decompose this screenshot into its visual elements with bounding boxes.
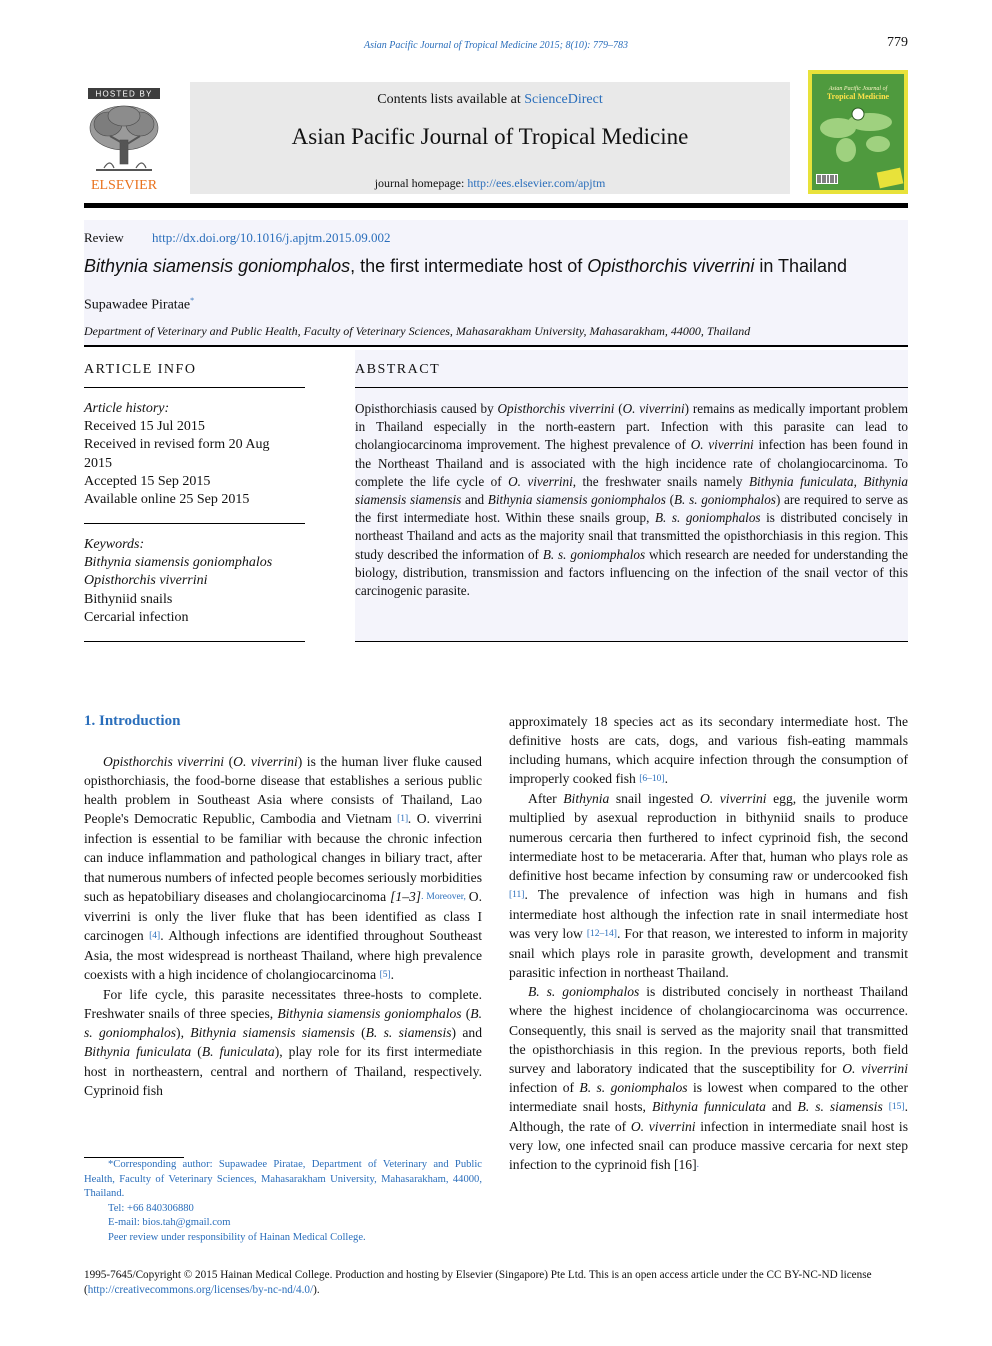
citation-link[interactable]: [11]	[509, 889, 525, 900]
text-run: After	[528, 791, 564, 807]
italic-term: O. viverrini	[842, 1060, 908, 1076]
text-run: For life cycle, this parasite necessitates three-hosts to complete. Freshwater snails of three species,	[84, 987, 482, 1022]
intro-paragraph-3	[509, 789, 908, 982]
tel-value: +66 840306880	[126, 1202, 194, 1214]
elsevier-logo[interactable]	[84, 88, 164, 192]
abstract-text	[355, 400, 908, 600]
text-run: approximately 18 species act as its secondary intermediate host. The definitive hosts are cats, dogs, and various fish-eating mammals including humans, which acquire infection through the consumption of improperly cooked fish	[509, 714, 908, 787]
text-run: infection of	[509, 1079, 580, 1095]
title-block	[84, 220, 908, 346]
cover-title-line2: Tropical Medicine	[826, 92, 890, 101]
citation-link[interactable]: . Moreover,	[421, 891, 469, 902]
homepage-line	[190, 176, 790, 191]
text-run: is distributed concisely in northeast Thailand where the highest incidence of cholangiocarcinoma was occurrence. Consequently, this snail is served as the majority snail that transmitted the opisthorchiasis in this region. In the previous reports, both field survey and laboratory indicated that the susceptibility for	[509, 984, 908, 1076]
text-run: . Although, the rate of	[509, 1098, 908, 1134]
italic-term: B. s. goniomphalos	[542, 546, 646, 562]
keywords	[84, 536, 305, 627]
text-run: . The prevalence of infection was high in humans and fish intermediate host although the infection rate in snail intermediate host was very low	[509, 886, 908, 942]
italic-term: O. viverrini	[699, 791, 767, 807]
hosted-by-label: HOSTED BY	[95, 89, 153, 99]
body-column-left	[84, 752, 482, 1100]
intro-paragraph-4	[509, 982, 908, 1175]
text-run: (	[665, 492, 674, 508]
sciencedirect-link[interactable]: ScienceDirect	[524, 92, 603, 107]
italic-term: Bithynia funniculata	[651, 1098, 766, 1114]
title-text-1: , the first intermediate host of	[350, 256, 588, 276]
text-run: ), play role for its first intermediate host in northeastern, central and northern of Thailand, respectively. Cyprinoid fish	[84, 1044, 482, 1098]
author-line	[84, 296, 194, 314]
italic-term: B. s. goniomphalos	[654, 510, 761, 526]
history-item: 2015	[84, 455, 112, 471]
history-item: Received in revised form 20 Aug	[84, 437, 270, 453]
text-run: (	[224, 754, 234, 769]
keywords-label: Keywords:	[84, 537, 145, 552]
italic-term: O. viverrini	[630, 1118, 696, 1134]
text-run: , the freshwater snails namely	[572, 473, 749, 489]
homepage-link[interactable]: http://ees.elsevier.com/apjtm	[467, 176, 606, 190]
masthead-rule	[84, 203, 908, 208]
italic-term: B. funiculata	[201, 1044, 275, 1060]
text-run: . Although infections are identified throughout Southeast Asia, the most widespread is northeast Thailand, where high prevalence coexists with a high incidence of cholangiocarcinoma	[84, 927, 482, 983]
article-title	[84, 256, 847, 277]
text-run: (	[614, 401, 623, 416]
text-run: ) and	[451, 1025, 482, 1041]
text-run: and	[461, 492, 488, 508]
article-type: Review	[84, 230, 124, 245]
section-heading-introduction: 1. Introduction	[84, 713, 181, 729]
italic-term: Bithynia siamensis goniomphalos	[277, 1006, 462, 1022]
text-run: .	[664, 771, 668, 787]
history-label: Article history:	[84, 401, 170, 416]
copyright-close: ).	[313, 1284, 320, 1296]
email-link[interactable]: bios.tah@gmail.com	[142, 1217, 231, 1229]
text-run: O. viverrini	[84, 888, 483, 924]
italic-term: Bithynia siamensis siamensis	[355, 473, 908, 508]
citation-link[interactable]: [6–10]	[639, 774, 665, 785]
italic-term: Opisthorchis viverrini	[497, 401, 615, 416]
abstract-heading: ABSTRACT	[355, 362, 441, 377]
peer-review-note[interactable]: Peer review under responsibility of Hainan Medical College.	[108, 1231, 366, 1243]
title-species-1: Bithynia siamensis goniomphalos	[84, 256, 351, 276]
footnotes	[84, 1157, 482, 1246]
page-number: 779	[887, 35, 908, 50]
italic-term: Bithynia funiculata	[84, 1044, 192, 1060]
text-run: O. viverrini	[416, 811, 482, 827]
doi-link[interactable]: http://dx.doi.org/10.1016/j.apjtm.2015.09.002	[152, 230, 391, 245]
text-run: infection in intermediate snail host is very low, one infected snail can produce massive cercaria for next step infection to the cyprinoid fish	[509, 1118, 908, 1173]
text-run: is only the liver fluke that has been identified as class I carcinogen	[84, 908, 482, 943]
contents-line	[190, 92, 790, 108]
italic-term: B. s. goniomphalos	[528, 984, 640, 1000]
tel-label: Tel:	[108, 1202, 127, 1214]
email-line	[84, 1216, 482, 1231]
masthead	[190, 82, 790, 194]
citation-link[interactable]: [15]	[888, 1101, 905, 1112]
italic-term: O. viverrini	[690, 437, 754, 453]
italic-term: Bithynia siamensis siamensis	[190, 1025, 355, 1041]
article-info-rule	[84, 387, 305, 388]
italic-term: .	[408, 811, 417, 827]
text-run: (	[354, 1025, 366, 1041]
elsevier-wordmark: ELSEVIER	[90, 178, 158, 192]
italic-term: [1–3]	[390, 888, 422, 904]
history-item: Accepted 15 Sep 2015	[84, 473, 211, 489]
citation-link[interactable]: [5]	[379, 970, 391, 981]
italic-term: O. viverrini	[508, 473, 573, 489]
keywords-rule	[84, 641, 305, 642]
history-item: Received 15 Jul 2015	[84, 419, 205, 435]
email-label: E-mail:	[108, 1217, 143, 1229]
article-info-heading: ARTICLE INFO	[84, 362, 197, 377]
intro-paragraph-1	[84, 752, 482, 985]
license-link[interactable]: http://creativecommons.org/licenses/by-nc-nd/4.0/	[87, 1284, 314, 1296]
text-run: is distributed concisely in northeast Thailand and acts as the majority snail that transmitted the opisthorchiasis in this region. This study described the information of	[355, 510, 908, 562]
italic-term: Opisthorchis viverrini	[103, 754, 225, 769]
text-run: (	[191, 1044, 202, 1060]
journal-title: Asian Pacific Journal of Tropical Medicine	[291, 124, 689, 149]
text-run: (	[461, 1006, 471, 1022]
cover-title-line1: Asian Pacific Journal of	[828, 86, 888, 92]
corresponding-mark[interactable]: *	[190, 296, 195, 305]
history-item: Available online 25 Sep 2015	[84, 492, 250, 508]
text-run: is lowest when compared to the other intermediate snail hosts,	[509, 1079, 908, 1114]
title-text-2: in Thailand	[754, 256, 848, 276]
citation-link[interactable]: [1]	[397, 814, 409, 825]
abstract-block	[355, 350, 908, 642]
italic-term: B. s. goniomphalos	[674, 492, 776, 508]
keyword: Bithyniid snails	[84, 591, 173, 607]
text-run: ) is the human liver fluke caused opisthorchiasis, the food-borne disease that establishes a serious public health problem in Southeast Asia where consists of Thailand, Lao People's Democratic Republic, Cambodia and Vietnam	[84, 754, 482, 827]
affiliation: Department of Veterinary and Public Health, Faculty of Veterinary Sciences, Mahasarakham University, Mahasarakham, 44000, Thailand	[84, 324, 751, 338]
text-run: ) remains as medically important problem in Thailand especially in the north-eastern part. Infection with this parasite can lead to cholangiocarcinoma improvement. The highest prevalence of	[355, 401, 909, 453]
text-run: . For that reason, we interested to inform in majority snail which plays role in parasite growth, development and transmit parasitic infection in northeast Thailand.	[509, 926, 908, 981]
text-run: snail ingested	[609, 791, 700, 807]
journal-cover-image[interactable]	[808, 70, 908, 194]
keyword: Cercarial infection	[84, 609, 189, 625]
italic-term: Bithynia funiculata	[748, 473, 854, 489]
intro-paragraph-2-end	[509, 712, 908, 789]
italic-term: Bithynia	[563, 791, 610, 807]
text-run: which research are needed for understanding the biology, distribution, transmission and factors influencing on the infection of the snail vector of this carcinogenic parasite.	[355, 546, 908, 599]
keyword: Bithynia siamensis goniomphalos	[84, 555, 273, 571]
text-run: [16]	[673, 1157, 697, 1173]
corresponding-author-note[interactable]: *Corresponding author: Supawadee Piratae, Department of Veterinary and Public Health, Faculty of Veterinary Sciences, Mahasarakham University, Mahasarakham, 44000, Thailand.	[84, 1159, 482, 1200]
title-rule	[84, 345, 908, 347]
text-run: and	[765, 1098, 798, 1114]
citation-link[interactable]: .	[696, 1160, 700, 1171]
italic-term: B. s. goniomphalos	[579, 1079, 688, 1095]
tree-icon	[90, 106, 158, 170]
intro-paragraph-2-start	[84, 985, 482, 1100]
italic-term: B. s. goniomphalos	[84, 1006, 482, 1041]
copyright-notice	[84, 1268, 908, 1298]
author-name[interactable]: Supawadee Piratae	[84, 297, 191, 313]
italic-term: O. viverrini	[233, 754, 298, 769]
running-head: Asian Pacific Journal of Tropical Medicine 2015; 8(10): 779–783	[363, 40, 629, 51]
copyright-text: 1995-7645/Copyright © 2015 Hainan Medical College. Production and hosting by Elsevier (Singapore) Pte Ltd. This is an open access article under the CC BY-NC-ND license (	[84, 1269, 872, 1296]
italic-term: Bithynia siamensis goniomphalos	[487, 492, 666, 508]
keyword: Opisthorchis viverrini	[84, 573, 208, 589]
text-run: ,	[853, 473, 864, 489]
text-run: ) are required to serve as the first intermediate host. Within these snails group,	[355, 492, 908, 526]
telephone-line	[84, 1202, 482, 1217]
citation-link[interactable]: [12–14]	[586, 929, 617, 940]
citation-link[interactable]: [4]	[149, 930, 161, 941]
italic-term: B. s. siamensis	[365, 1025, 452, 1041]
text-run: egg, the juvenile worm multiplied by asexual reproduction in bithyniid snails to produce numerous cercaria then furthered to infect cyprinoid fish, the second intermediate host to be metaceraria. After that, human who plays role as definitive host became infection by consuming raw or undercooked fish	[509, 791, 908, 883]
title-species-2: Opisthorchis viverrini	[587, 256, 755, 276]
text-run: infection is essential to be familiar with because the chronic infection can induce inflammation and pathological changes in biliary tract, after that numerous numbers of infected people becomes seriously morbidities such as hepatobiliary diseases and cholangiocarcinoma	[84, 831, 482, 904]
text-run: ),	[176, 1025, 191, 1041]
contents-prefix: Contents lists available at	[377, 92, 525, 107]
italic-term: B. s. siamensis	[797, 1098, 883, 1114]
italic-term: O. viverrini	[622, 401, 685, 416]
article-history	[84, 400, 305, 509]
text-run: .	[390, 967, 395, 983]
text-run: Opisthorchiasis caused by	[355, 401, 498, 416]
homepage-prefix: journal homepage:	[374, 176, 468, 190]
text-run: infection has been found in the Northeast Thailand and is associated with the high incidence rate of cholangiocarcinoma. To complete the life cycle of	[355, 437, 908, 489]
body-column-right	[509, 712, 908, 1175]
abstract-rule	[355, 387, 908, 388]
abstract-bottom-rule	[355, 641, 908, 642]
history-rule	[84, 523, 305, 524]
